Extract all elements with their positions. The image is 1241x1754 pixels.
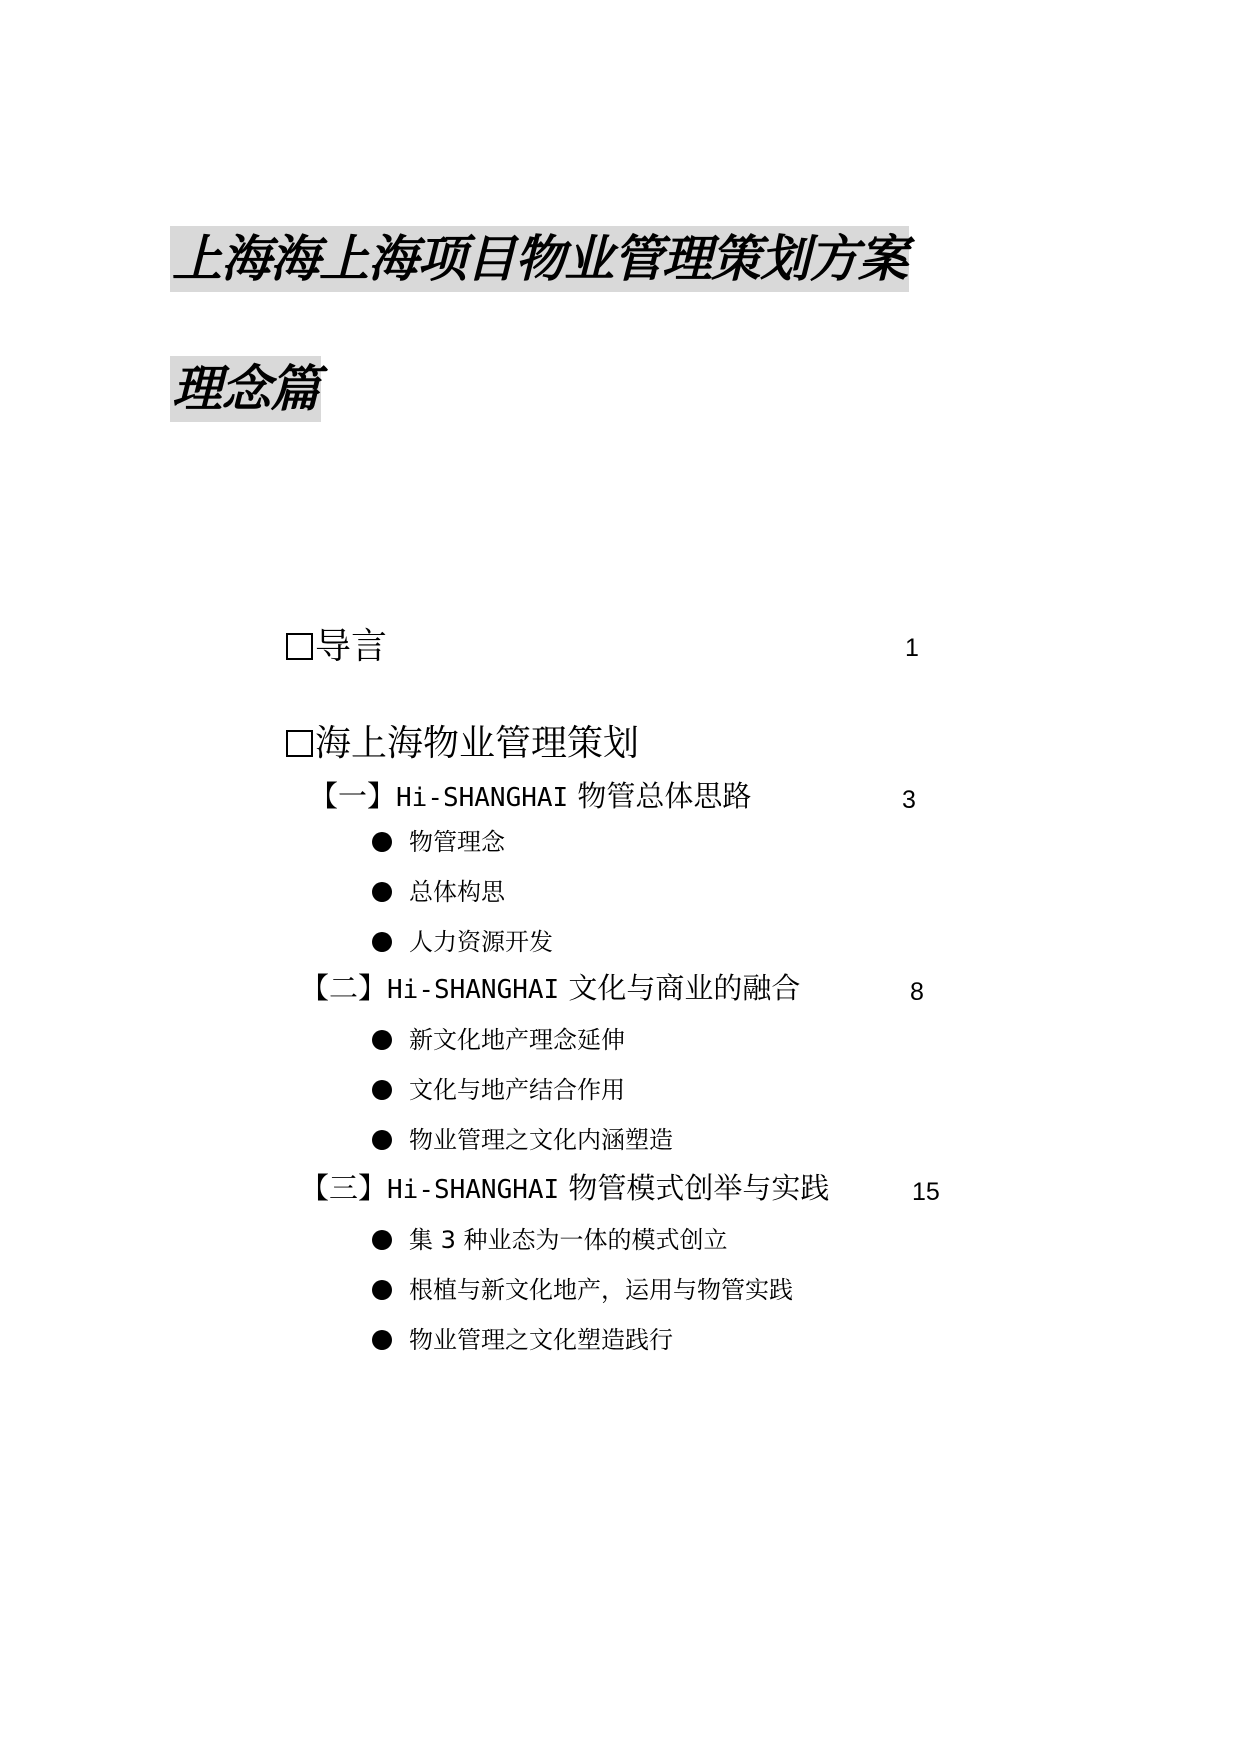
bullet-icon	[372, 1130, 392, 1150]
bullet-icon	[372, 1080, 392, 1100]
list-item[interactable]: 新文化地产理念延伸	[372, 1025, 625, 1055]
list-item[interactable]: 人力资源开发	[372, 927, 553, 957]
toc-chapter-1[interactable]	[309, 778, 751, 816]
bullet-icon	[372, 1330, 392, 1350]
chapter-title: 物管模式创举与实践	[568, 1171, 830, 1205]
chapter-title: 物管总体思路	[577, 779, 752, 813]
document-subtitle: 理念篇	[170, 356, 321, 422]
chapter-bracket: 【一】	[309, 779, 397, 813]
toc-section-label: 海上海物业管理策划	[315, 723, 640, 764]
toc-chapter-2-page: 8	[910, 978, 924, 1006]
chapter-title: 文化与商业的融合	[568, 971, 801, 1005]
chapter-latin: Hi-SHANGHAI	[396, 783, 569, 813]
document-title: 上海海上海项目物业管理策划方案	[170, 226, 909, 292]
toc-chapter-1-page: 3	[902, 786, 916, 814]
checkbox-icon	[286, 730, 313, 757]
toc-chapter-3[interactable]	[300, 1170, 829, 1208]
chapter-latin: Hi-SHANGHAI	[387, 1175, 560, 1205]
list-item[interactable]: 根植与新文化地产，运用与物管实践	[372, 1275, 793, 1305]
toc-intro-heading[interactable]	[286, 625, 387, 669]
list-item[interactable]: 总体构思	[372, 877, 505, 907]
list-item[interactable]: 文化与地产结合作用	[372, 1075, 625, 1105]
bullet-icon	[372, 1030, 392, 1050]
bullet-icon	[372, 1280, 392, 1300]
toc-intro-label: 导言	[315, 626, 388, 667]
list-item[interactable]: 物管理念	[372, 827, 505, 857]
toc-chapter-3-page: 15	[912, 1178, 940, 1206]
chapter-bracket: 【二】	[300, 971, 388, 1005]
bullet-icon	[372, 882, 392, 902]
toc-chapter-2[interactable]	[300, 970, 800, 1008]
toc-section-heading[interactable]	[286, 722, 639, 766]
bullet-icon	[372, 832, 392, 852]
chapter-latin: Hi-SHANGHAI	[387, 975, 560, 1005]
toc-intro-page: 1	[905, 634, 919, 662]
list-item[interactable]: 物业管理之文化内涵塑造	[372, 1125, 673, 1155]
checkbox-icon	[286, 633, 313, 660]
list-item[interactable]: 物业管理之文化塑造践行	[372, 1325, 673, 1355]
bullet-icon	[372, 1230, 392, 1250]
chapter-bracket: 【三】	[300, 1171, 388, 1205]
bullet-icon	[372, 932, 392, 952]
list-item[interactable]: 集 3 种业态为一体的模式创立	[372, 1225, 728, 1255]
